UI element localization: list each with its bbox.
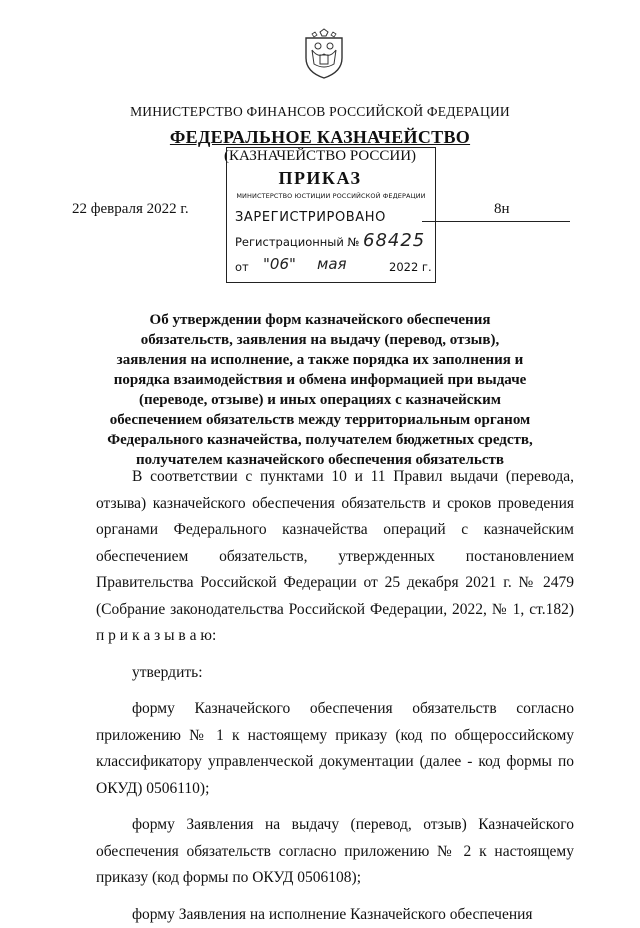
stamp-month: мая <box>317 255 347 273</box>
paragraph-approve: утвердить: <box>96 660 574 687</box>
stamp-day: "06" <box>263 255 296 273</box>
document-type: ПРИКАЗ <box>0 168 640 189</box>
agency-name: ФЕДЕРАЛЬНОЕ КАЗНАЧЕЙСТВО <box>0 127 640 148</box>
registration-stamp <box>226 147 436 283</box>
stamp-year: 2022 г. <box>389 260 432 274</box>
stamp-registered-label: ЗАРЕГИСТРИРОВАНО <box>235 210 386 225</box>
paragraph-preamble: В соответствии с пунктами 10 и 11 Правил выдачи (перевода, отзыва) казначейского обеспечения обязательств и сроков проведения органами Федерального казначейства операций с казначейским обеспечением обязательств, утвержденных постановлением Правительства Российской Федерации от 25 декабря 2021 г. № 2479 (Собрание законодательства Российской Федерации, 2022, № 1, ст.182) п р и к а з ы в а ю: <box>96 464 574 650</box>
stamp-from-label: от <box>235 260 249 274</box>
stamp-reg-number-label: Регистрационный № <box>235 235 359 249</box>
number-underline <box>422 221 570 222</box>
paragraph-form-1: форму Казначейского обеспечения обязательств согласно приложению № 1 к настоящему приказу (код по общероссийскому классификатору управленческой документации (далее - код формы по ОКУД) 0506110); <box>96 696 574 802</box>
paragraph-form-2: форму Заявления на выдачу (перевод, отзыв) Казначейского обеспечения обязательств согласно приложению № 2 к настоящему приказу (код формы по ОКУД 0506108); <box>96 812 574 892</box>
order-number: 8н <box>494 201 510 218</box>
paragraph-form-3: форму Заявления на исполнение Казначейского обеспечения <box>96 902 574 928</box>
russian-coat-of-arms-icon <box>302 28 346 80</box>
stamp-reg-number-value: 68425 <box>363 230 425 251</box>
agency-subtitle: (КАЗНАЧЕЙСТВО РОССИИ) <box>0 148 640 165</box>
ministry-name: МИНИСТЕРСТВО ФИНАНСОВ РОССИЙСКОЙ ФЕДЕРАЦИИ <box>0 104 640 120</box>
stamp-organization: МИНИСТЕРСТВО ЮСТИЦИИ РОССИЙСКОЙ ФЕДЕРАЦИИ <box>231 192 431 200</box>
document-title: Об утверждении форм казначейского обеспечения обязательств, заявления на выдачу (перевод, отзыв), заявления на исполнение, а также порядка их заполнения и порядка взаимодействия и обмена информацией при выдаче (переводе, отзыве) и иных операциях с казначейским обеспечением обязательств между территориальным органом Федерального казначейства, получателем бюджетных средств, получателем казначейского обеспечения обязательств <box>104 310 536 470</box>
order-date: 22 февраля 2022 г. <box>72 201 189 218</box>
document-body <box>96 464 574 928</box>
